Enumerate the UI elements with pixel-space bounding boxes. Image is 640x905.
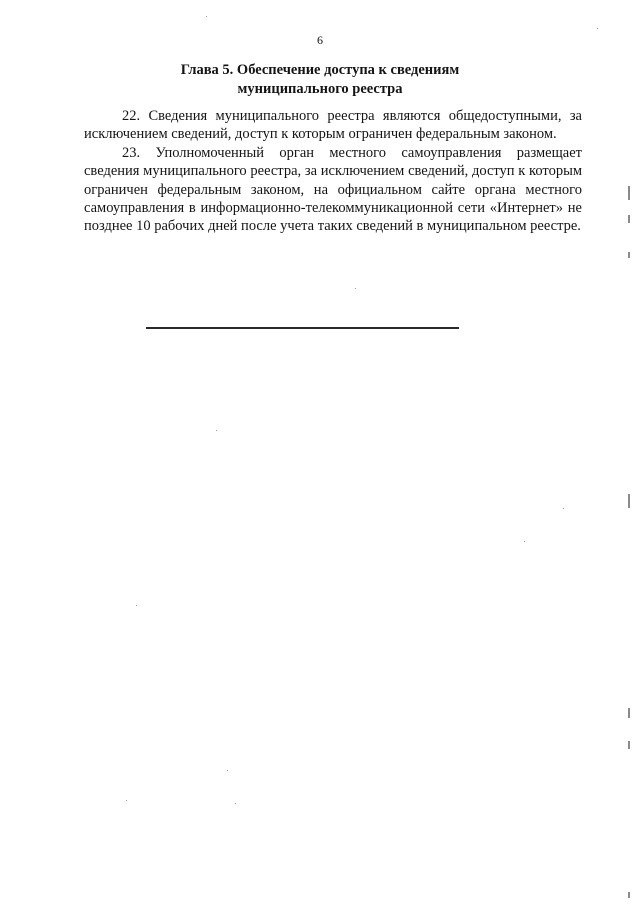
scan-speck [524, 541, 525, 542]
chapter-heading [0, 61, 640, 99]
scan-speck [355, 288, 356, 289]
scan-edge-mark [628, 494, 630, 508]
scan-speck [126, 800, 127, 801]
scan-speck [597, 28, 598, 29]
body-text [84, 107, 582, 236]
scan-edge-mark [628, 892, 630, 898]
scan-edge-mark [628, 741, 630, 749]
scan-edge-mark [628, 186, 630, 200]
scan-edge-mark [628, 708, 630, 718]
paragraph-23: 23. Уполномоченный орган местного самоуправления размещает сведения муниципального реестра, за исключением сведений, доступ к которым ограничен федеральным законом, на официальном сайте органа местного самоуправления в информационно-телекоммуникационной сети «Интернет» не позднее 10 рабочих дней после учета таких сведений в муниципальном реестре. [84, 144, 582, 235]
end-of-text-rule [146, 327, 459, 329]
chapter-heading-line-1: Глава 5. Обеспечение доступа к сведениям [180, 62, 460, 78]
paragraph-22: 22. Сведения муниципального реестра являются общедоступными, за исключением сведений, доступ к которым ограничен федеральным законом. [84, 108, 582, 143]
chapter-heading-line-2: муниципального реестра [237, 81, 403, 97]
page-number: 6 [317, 33, 323, 47]
scan-speck [206, 16, 207, 17]
scan-speck [216, 430, 217, 431]
scan-edge-mark [628, 215, 630, 223]
scan-speck [136, 605, 137, 606]
scan-speck [563, 508, 564, 509]
scan-speck [235, 803, 236, 804]
scan-speck [227, 770, 228, 771]
scan-edge-mark [628, 252, 630, 258]
